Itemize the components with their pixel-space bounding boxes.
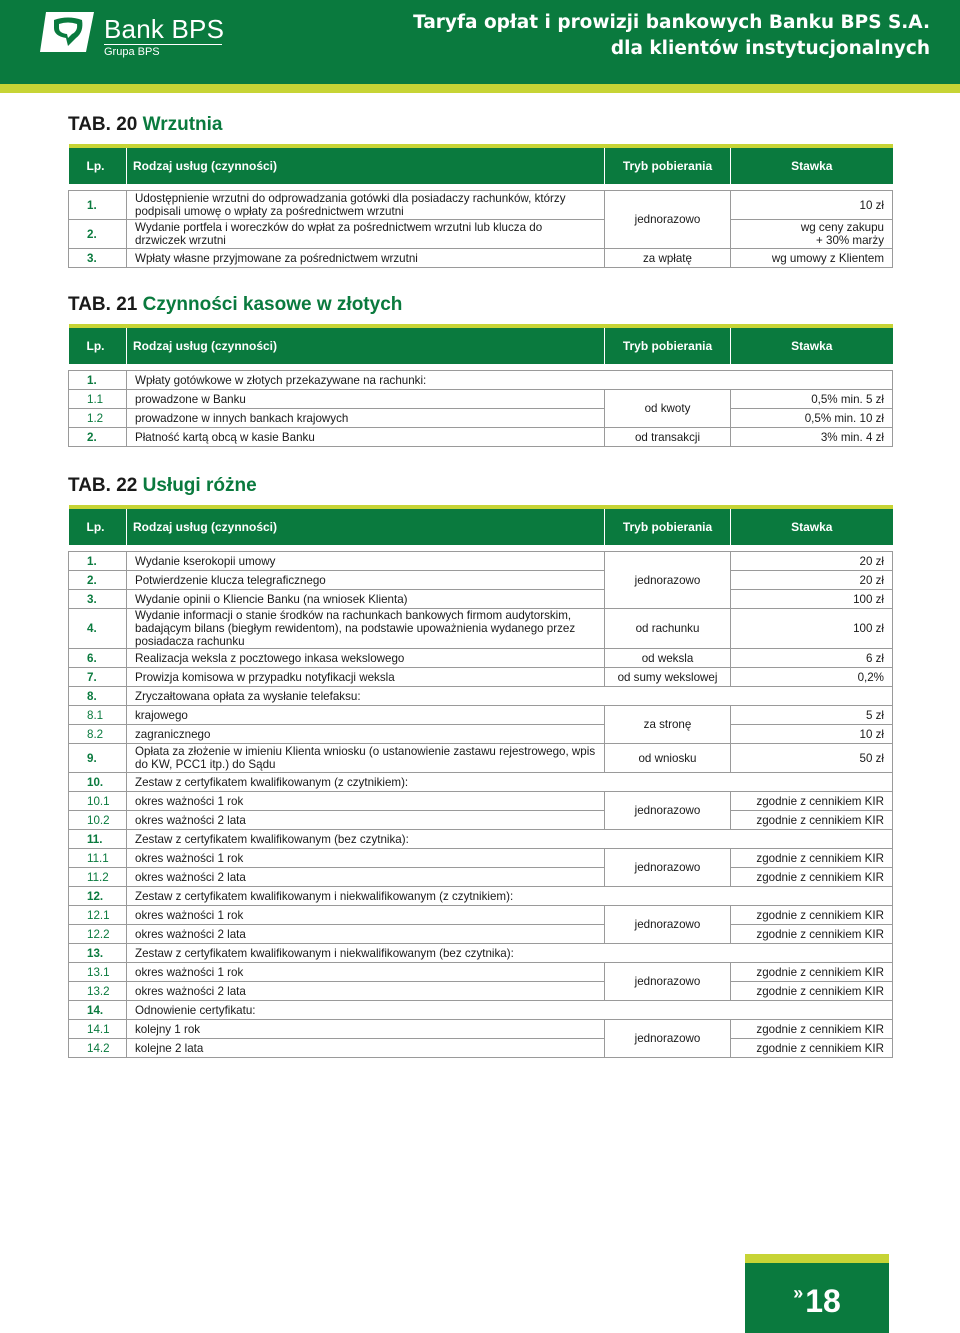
row-rate: zgodnie z cennikiem KIR: [731, 792, 893, 811]
table-row: [69, 811, 893, 830]
row-rate: wg umowy z Klientem: [731, 249, 893, 268]
row-rate-line2: + 30% marży: [816, 234, 884, 247]
header-accent-strip: [0, 84, 960, 93]
col-service: Rodzaj usług (czynności): [127, 326, 605, 364]
row-text: Płatność kartą obcą w kasie Banku: [127, 428, 605, 447]
table-row: [69, 552, 893, 571]
page-number: [745, 1283, 889, 1320]
chevron-right-icon: »: [793, 1283, 804, 1303]
row-text: okres ważności 1 rok: [127, 963, 605, 982]
row-mode: od wniosku: [605, 744, 731, 773]
row-text: Zestaw z certyfikatem kwalifikowanym (z czytnikiem):: [127, 773, 893, 792]
row-text: Wydanie informacji o stanie środków na rachunkach bankowych firmom audytorskim, badającym bilans (biegłym rewidentom), na podstawie upoważnienia wydanego przez posiadacza rachunku: [127, 609, 605, 649]
row-text: Wydanie opinii o Kliencie Banku (na wniosek Klienta): [127, 590, 605, 609]
row-lp: 1.1: [69, 390, 127, 409]
logo-subtitle: Grupa BPS: [104, 46, 160, 58]
row-lp: 2.: [69, 428, 127, 447]
row-text: Zestaw z certyfikatem kwalifikowanym i niekwalifikowanym (bez czytnika):: [127, 944, 893, 963]
row-text: Prowizja komisowa w przypadku notyfikacji weksla: [127, 668, 605, 687]
page-number-box: [745, 1254, 889, 1333]
row-text: Wpłaty własne przyjmowane za pośrednictwem wrzutni: [127, 249, 605, 268]
row-rate: zgodnie z cennikiem KIR: [731, 849, 893, 868]
row-text: Potwierdzenie klucza telegraficznego: [127, 571, 605, 590]
row-rate: zgodnie z cennikiem KIR: [731, 1039, 893, 1058]
row-lp: 11.: [69, 830, 127, 849]
page-number-value: 18: [805, 1283, 841, 1319]
row-rate: zgodnie z cennikiem KIR: [731, 906, 893, 925]
row-rate: 0,5% min. 10 zł: [731, 409, 893, 428]
row-text: okres ważności 2 lata: [127, 925, 605, 944]
row-mode: jednorazowo: [605, 963, 731, 1001]
row-rate: 0,2%: [731, 668, 893, 687]
row-lp: 8.: [69, 687, 127, 706]
row-lp: 3.: [69, 249, 127, 268]
row-rate: 3% min. 4 zł: [731, 428, 893, 447]
row-rate: 20 zł: [731, 552, 893, 571]
table-row: [69, 609, 893, 649]
tab22-table: [68, 505, 893, 1058]
row-lp: 13.2: [69, 982, 127, 1001]
col-lp: Lp.: [69, 326, 127, 364]
tab21-table: [68, 324, 893, 447]
table-row: [69, 725, 893, 744]
logo-name: Bank BPS: [104, 14, 225, 44]
row-text: Zryczałtowana opłata za wysłanie telefaksu:: [127, 687, 893, 706]
tab21-prefix: TAB. 21: [68, 294, 138, 315]
table-row: [69, 963, 893, 982]
table-header-row: [69, 326, 893, 364]
row-rate: 20 zł: [731, 571, 893, 590]
row-text: prowadzone w innych bankach krajowych: [127, 409, 605, 428]
table-row: [69, 849, 893, 868]
row-lp: 6.: [69, 649, 127, 668]
row-lp: 8.2: [69, 725, 127, 744]
row-text: Wpłaty gotówkowe w złotych przekazywane na rachunki:: [127, 371, 893, 390]
col-mode: Tryb pobierania: [605, 326, 731, 364]
document-title: [413, 10, 930, 62]
row-lp: 1.2: [69, 409, 127, 428]
row-lp: 13.1: [69, 963, 127, 982]
table-header-row: [69, 146, 893, 184]
row-text: Realizacja weksla z pocztowego inkasa wekslowego: [127, 649, 605, 668]
table-row: [69, 571, 893, 590]
col-lp: Lp.: [69, 146, 127, 184]
table-row: [69, 1020, 893, 1039]
tab22-prefix: TAB. 22: [68, 475, 138, 496]
table-row: [69, 706, 893, 725]
row-rate: 100 zł: [731, 609, 893, 649]
row-rate: 0,5% min. 5 zł: [731, 390, 893, 409]
col-mode: Tryb pobierania: [605, 146, 731, 184]
row-rate: 10 zł: [731, 191, 893, 220]
row-rate: [731, 220, 893, 249]
table-header-row: [69, 507, 893, 545]
row-text: okres ważności 1 rok: [127, 906, 605, 925]
row-mode: od rachunku: [605, 609, 731, 649]
row-text: kolejne 2 lata: [127, 1039, 605, 1058]
row-lp: 9.: [69, 744, 127, 773]
table-row: [69, 249, 893, 268]
row-lp: 11.1: [69, 849, 127, 868]
col-lp: Lp.: [69, 507, 127, 545]
tab20-prefix: TAB. 20: [68, 114, 138, 135]
row-text: Odnowienie certyfikatu:: [127, 1001, 893, 1020]
row-lp: 14.2: [69, 1039, 127, 1058]
row-mode: jednorazowo: [605, 552, 731, 609]
table-row: [69, 868, 893, 887]
table-row: [69, 590, 893, 609]
table-row: [69, 944, 893, 963]
table-row: [69, 925, 893, 944]
row-text: okres ważności 2 lata: [127, 868, 605, 887]
tab20-table: [68, 144, 893, 268]
row-text: Wydanie kserokopii umowy: [127, 552, 605, 571]
bank-logo: [38, 10, 228, 58]
row-text: okres ważności 2 lata: [127, 811, 605, 830]
row-lp: 2.: [69, 571, 127, 590]
row-text: krajowego: [127, 706, 605, 725]
tab20-name: Wrzutnia: [142, 114, 223, 135]
table-row: [69, 668, 893, 687]
col-rate: Stawka: [731, 326, 893, 364]
row-text: Wydanie portfela i woreczków do wpłat za pośrednictwem wrzutni lub klucza do drzwiczek wrzutni: [127, 220, 605, 249]
table-row: [69, 687, 893, 706]
row-lp: 12.1: [69, 906, 127, 925]
col-service: Rodzaj usług (czynności): [127, 507, 605, 545]
tab21-name: Czynności kasowe w złotych: [142, 294, 403, 315]
table-row: [69, 792, 893, 811]
row-mode: za stronę: [605, 706, 731, 744]
tab20-title: [68, 114, 223, 136]
row-lp: 1.: [69, 552, 127, 571]
row-rate: zgodnie z cennikiem KIR: [731, 925, 893, 944]
table-row: [69, 906, 893, 925]
col-mode: Tryb pobierania: [605, 507, 731, 545]
row-text: prowadzone w Banku: [127, 390, 605, 409]
row-mode: jednorazowo: [605, 1020, 731, 1058]
table-row: [69, 982, 893, 1001]
table-row: [69, 773, 893, 792]
row-lp: 10.1: [69, 792, 127, 811]
row-mode: jednorazowo: [605, 191, 731, 249]
row-rate: zgodnie z cennikiem KIR: [731, 868, 893, 887]
row-mode: za wpłatę: [605, 249, 731, 268]
table-row: [69, 1001, 893, 1020]
table-row: [69, 887, 893, 906]
table-row: [69, 371, 893, 390]
document-title-line1: Taryfa opłat i prowizji bankowych Banku BPS S.A.: [413, 12, 930, 33]
row-mode: od weksla: [605, 649, 731, 668]
row-mode: jednorazowo: [605, 906, 731, 944]
row-rate: 6 zł: [731, 649, 893, 668]
row-lp: 2.: [69, 220, 127, 249]
row-lp: 12.: [69, 887, 127, 906]
row-mode: jednorazowo: [605, 849, 731, 887]
row-text: Opłata za złożenie w imieniu Klienta wniosku (o ustanowienie zastawu rejestrowego, wpis do KW, PCC1 itp.) do Sądu: [127, 744, 605, 773]
row-text: okres ważności 1 rok: [127, 849, 605, 868]
table-row: [69, 830, 893, 849]
row-text: Zestaw z certyfikatem kwalifikowanym (bez czytnika):: [127, 830, 893, 849]
row-rate-line1: wg ceny zakupu: [800, 221, 884, 234]
row-lp: 11.2: [69, 868, 127, 887]
table-row: [69, 220, 893, 249]
row-lp: 3.: [69, 590, 127, 609]
row-lp: 14.: [69, 1001, 127, 1020]
document-title-line2: dla klientów instytucjonalnych: [610, 38, 930, 59]
table-row: [69, 191, 893, 220]
row-rate: 10 zł: [731, 725, 893, 744]
table-row: [69, 649, 893, 668]
tab22-title: [68, 475, 257, 497]
row-rate: zgodnie z cennikiem KIR: [731, 811, 893, 830]
row-text: Udostępnienie wrzutni do odprowadzania gotówki dla posiadaczy rachunków, którzy podpisali umowę o wpłaty za pośrednictwem wrzutni: [127, 191, 605, 220]
bank-bps-logo-icon: [38, 10, 98, 54]
tab21-title: [68, 294, 402, 316]
table-row: [69, 1039, 893, 1058]
row-mode: jednorazowo: [605, 792, 731, 830]
row-mode: od sumy wekslowej: [605, 668, 731, 687]
tab22-name: Usługi różne: [142, 475, 257, 496]
row-rate: zgodnie z cennikiem KIR: [731, 982, 893, 1001]
row-lp: 10.: [69, 773, 127, 792]
row-rate: zgodnie z cennikiem KIR: [731, 1020, 893, 1039]
col-rate: Stawka: [731, 507, 893, 545]
row-mode: od transakcji: [605, 428, 731, 447]
row-lp: 14.1: [69, 1020, 127, 1039]
row-rate: 50 zł: [731, 744, 893, 773]
row-rate: 100 zł: [731, 590, 893, 609]
row-text: okres ważności 2 lata: [127, 982, 605, 1001]
col-rate: Stawka: [731, 146, 893, 184]
row-mode: od kwoty: [605, 390, 731, 428]
row-lp: 12.2: [69, 925, 127, 944]
page-header: [0, 0, 960, 84]
row-lp: 8.1: [69, 706, 127, 725]
row-text: okres ważności 1 rok: [127, 792, 605, 811]
table-row: [69, 390, 893, 409]
logo-divider: [104, 44, 222, 45]
row-lp: 13.: [69, 944, 127, 963]
row-lp: 10.2: [69, 811, 127, 830]
row-rate: 5 zł: [731, 706, 893, 725]
row-lp: 1.: [69, 191, 127, 220]
row-text: kolejny 1 rok: [127, 1020, 605, 1039]
table-row: [69, 409, 893, 428]
row-lp: 4.: [69, 609, 127, 649]
row-rate: zgodnie z cennikiem KIR: [731, 963, 893, 982]
table-row: [69, 744, 893, 773]
col-service: Rodzaj usług (czynności): [127, 146, 605, 184]
table-row: [69, 428, 893, 447]
row-lp: 1.: [69, 371, 127, 390]
row-text: zagranicznego: [127, 725, 605, 744]
row-lp: 7.: [69, 668, 127, 687]
row-text: Zestaw z certyfikatem kwalifikowanym i niekwalifikowanym (z czytnikiem):: [127, 887, 893, 906]
